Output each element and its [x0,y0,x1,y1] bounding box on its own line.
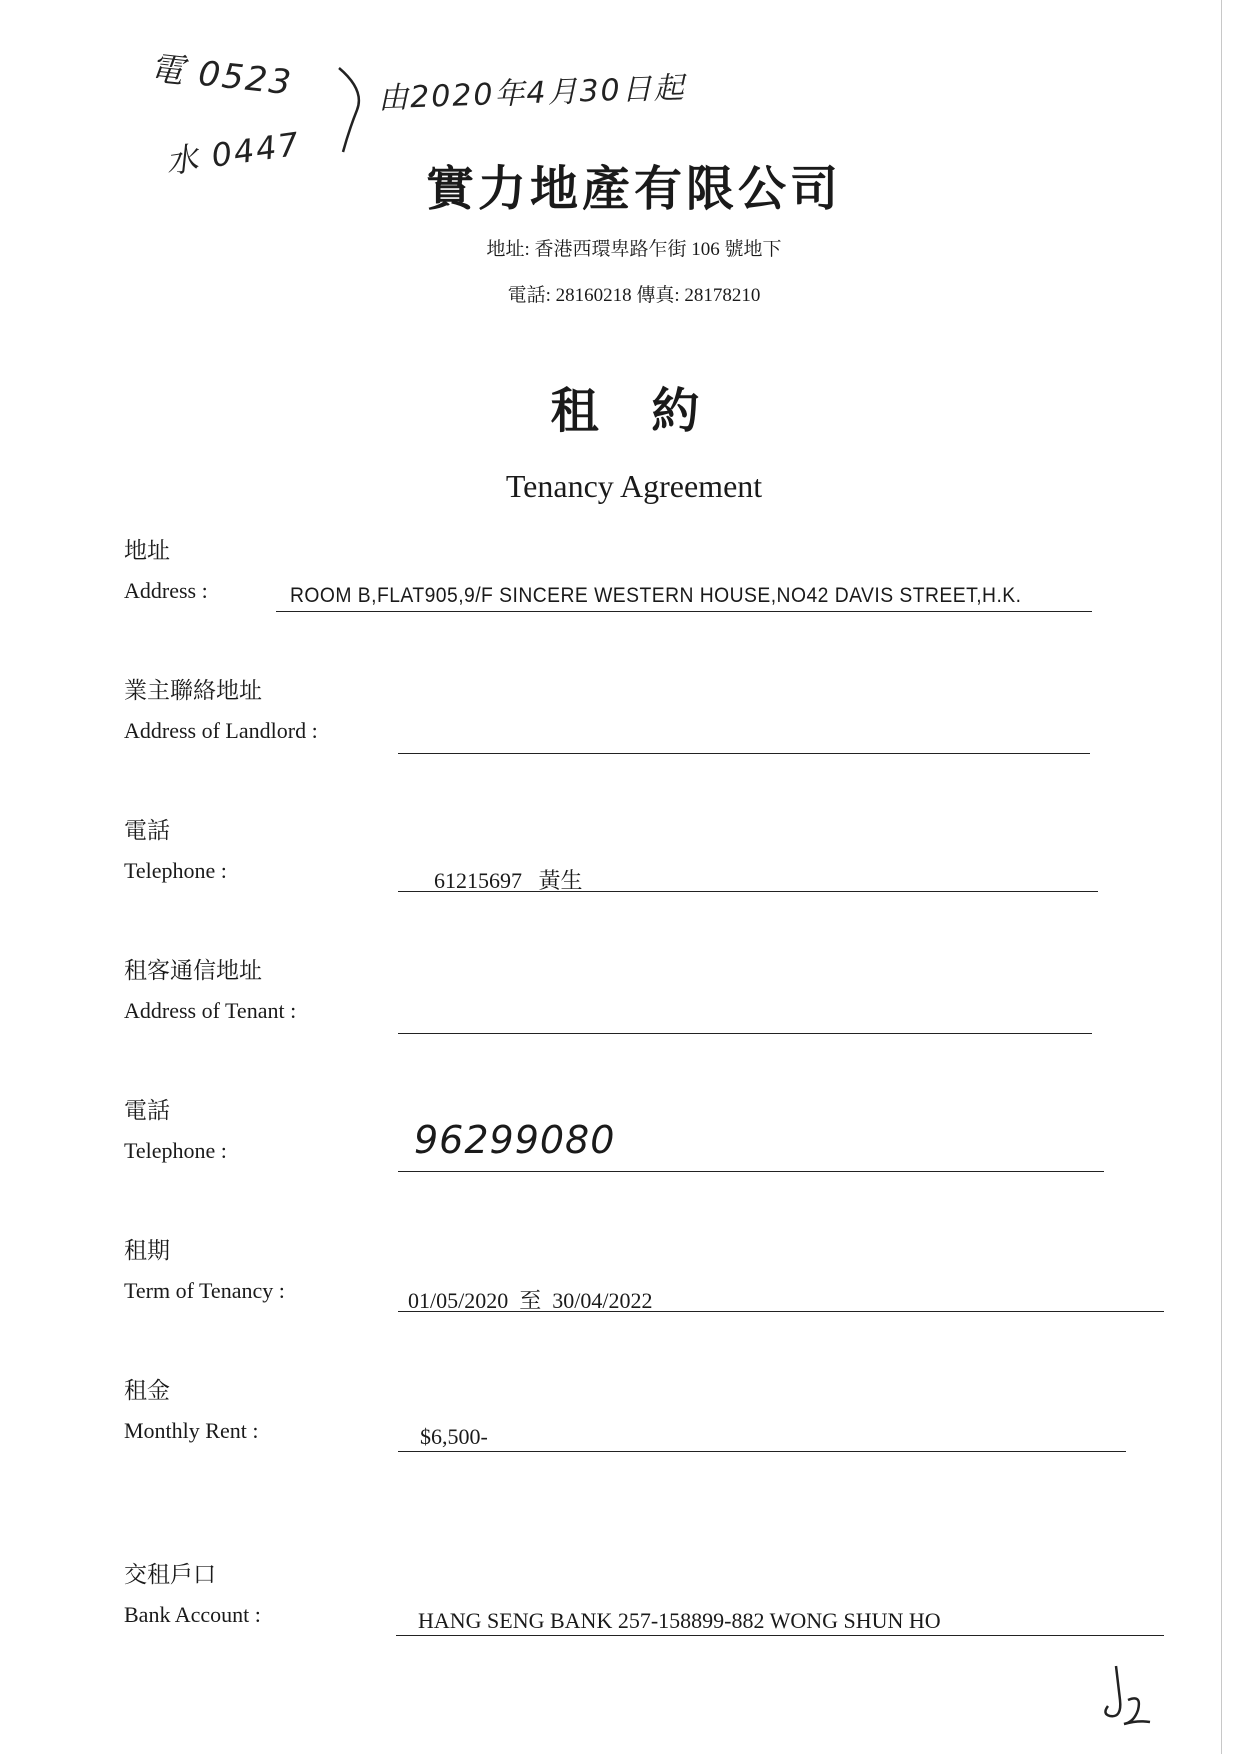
label-term-zh: 租期 [124,1238,170,1264]
handwritten-initial [1098,1660,1158,1730]
company-phone-fax: 電話: 28160218 傳真: 28178210 [507,285,761,306]
landlord-phone-value: 61215697 黃生 [434,868,583,893]
label-rent-en: Monthly Rent : [124,1418,259,1443]
handwritten-start-date-note: 由2020年4月30日起 [377,70,687,117]
bank-value: HANG SENG BANK 257-158899-882 WONG SHUN HO [418,1608,941,1633]
field-term [124,1232,653,1313]
label-term-en: Term of Tenancy : [124,1278,285,1303]
label-tenant-phone-zh: 電話 [124,1098,170,1124]
label-tenant-address-en: Address of Tenant : [124,998,297,1023]
field-rent [124,1372,488,1449]
company-address: 地址: 香港西環卑路乍街 106 號地下 [486,239,782,260]
field-address [124,532,1022,607]
handwritten-water-note: 水 0447 [163,124,303,182]
field-bank-account [124,1556,941,1633]
document-title-zh: 租 約 [550,383,718,439]
field-tenant-phone [124,1092,616,1163]
company-name: 實力地產有限公司 [425,161,842,217]
field-landlord-phone [124,812,583,893]
tenant-phone-value: 96299080 [414,1118,616,1162]
scan-edge [1221,0,1222,1754]
handwritten-bracket [335,60,375,160]
label-landlord-address-zh: 業主聯絡地址 [124,678,262,704]
term-value: 01/05/2020 至 30/04/2022 [408,1288,653,1313]
rent-value: $6,500- [420,1424,488,1449]
address-value: ROOM B,FLAT905,9/F SINCERE WESTERN HOUSE,NO42 DAVIS STREET,H.K. [290,584,1022,607]
document-title-en: Tenancy Agreement [505,468,763,504]
landlord-address-underline [398,724,1090,754]
handwritten-electricity-note: 電 0523 [147,48,295,104]
label-bank-en: Bank Account : [124,1602,261,1627]
label-address-zh: 地址 [124,538,170,564]
label-tenant-address-zh: 租客通信地址 [124,958,262,984]
label-landlord-phone-en: Telephone : [124,858,227,883]
tenant-address-underline [398,1004,1092,1034]
label-rent-zh: 租金 [124,1378,170,1404]
label-tenant-phone-en: Telephone : [124,1138,227,1163]
label-bank-zh: 交租戶口 [124,1562,216,1588]
label-landlord-phone-zh: 電話 [124,818,170,844]
field-tenant-address [124,952,297,1023]
rent-underline [398,1422,1126,1452]
label-address-en: Address : [124,578,208,603]
field-landlord-address [124,672,318,743]
label-landlord-address-en: Address of Landlord : [124,718,318,743]
